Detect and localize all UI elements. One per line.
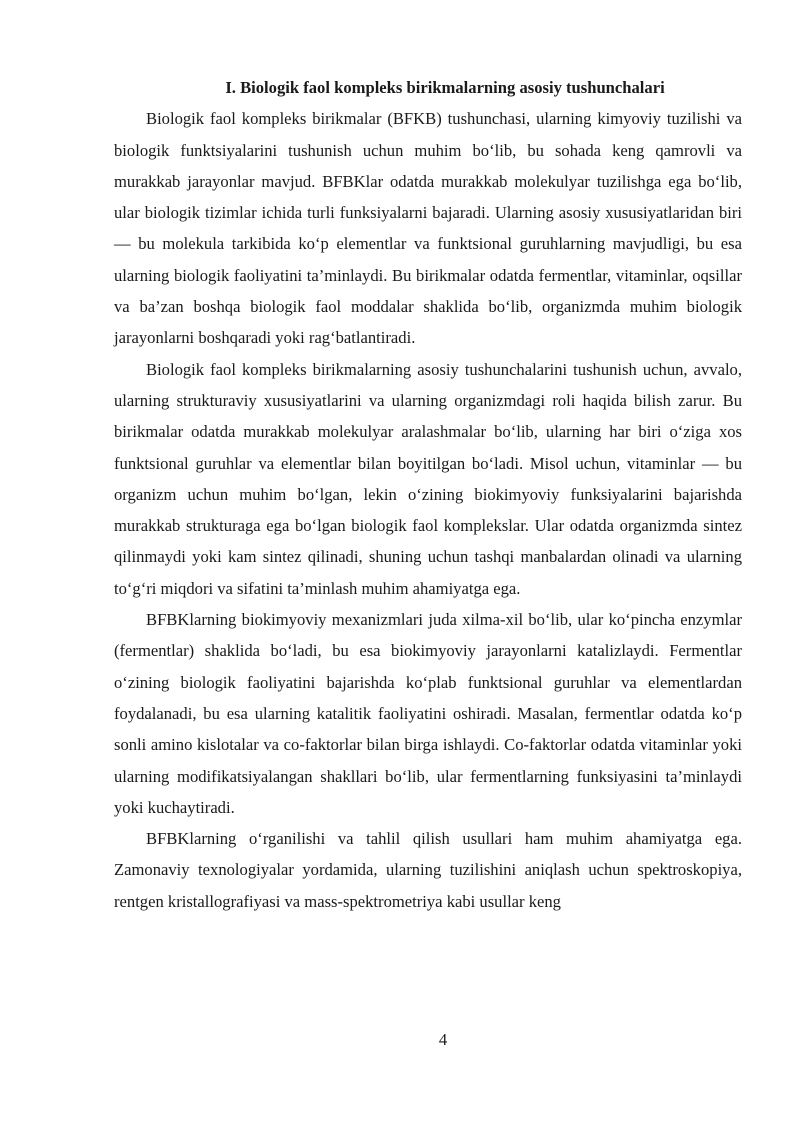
section-heading: I. Biologik faol kompleks birikmalarning asosiy tushunchalari	[225, 78, 665, 97]
paragraph-4: BFBKlarning o‘rganilishi va tahlil qilish usullari ham muhim ahamiyatga ega. Zamonaviy texnologiyalar yordamida, ularning tuzilishini aniqlash uchun spektroskopiya, rentgen kristallografiyasi va mass-spektrometriya kabi usullar keng	[114, 829, 742, 911]
page-content	[114, 72, 742, 917]
page-number: 4	[438, 1030, 448, 1049]
paragraph-1: Biologik faol kompleks birikmalar (BFKB) tushunchasi, ularning kimyoviy tuzilishi va biologik funktsiyalarini tushunish uchun muhim bo‘lib, bu sohada keng qamrovli va murakkab jarayonlar mavjud. BFBKlar odatda murakkab molekulyar tuzilishga ega bo‘lib, ular biologik tizimlar ichida turli funksiyalarni bajaradi. Ularning asosiy xususiyatlaridan biri — bu molekula tarkibida ko‘p elementlar va funktsional guruhlarning mavjudligi, bu esa ularning biologik faoliyatini ta’minlaydi. Bu birikmalar odatda fermentlar, vitaminlar, oqsillar va ba’zan boshqa biologik faol moddalar shaklida bo‘lib, organizmda muhim biologik jarayonlarni boshqaradi yoki rag‘batlantiradi.	[114, 109, 742, 348]
paragraph-2: Biologik faol kompleks birikmalarning asosiy tushunchalarini tushunish uchun, avvalo, ularning strukturaviy xususiyatlarini va ularning organizmdagi roli haqida bilish zarur. Bu birikmalar odatda murakkab molekulyar aralashmalar bo‘lib, ularning har biri o‘ziga xos funktsional guruhlar va elementlar bilan boyitilgan bo‘ladi. Misol uchun, vitaminlar — bu organizm uchun muhim bo‘lgan, lekin o‘zining biokimyoviy funksiyalarini bajarishda murakkab strukturaga ega bo‘lgan biologik faol komplekslar. Ular odatda organizmda sintez qilinmaydi yoki kam sintez qilinadi, shuning uchun tashqi manbalardan olinadi va ularning to‘g‘ri miqdori va sifatini ta’minlash muhim ahamiyatga ega.	[114, 359, 742, 598]
paragraph-3: BFBKlarning biokimyoviy mexanizmlari juda xilma-xil bo‘lib, ular ko‘pincha enzymlar (fermentlar) shaklida bo‘ladi, bu esa biokimyoviy jarayonlarni katalizlaydi. Fermentlar o‘zining biologik faoliyatini bajarishda ko‘plab funktsional guruhlar va elementlardan foydalanadi, bu esa ularning katalitik faoliyatini oshiradi. Masalan, fermentlar odatda ko‘p sonli amino kislotalar va co-faktorlar bilan birga ishlaydi. Co-faktorlar odatda vitaminlar yoki ularning modifikatsiyalangan shakllari bo‘lib, ular fermentlarning funksiyasini ta’minlaydi yoki kuchaytiradi.	[114, 610, 742, 817]
